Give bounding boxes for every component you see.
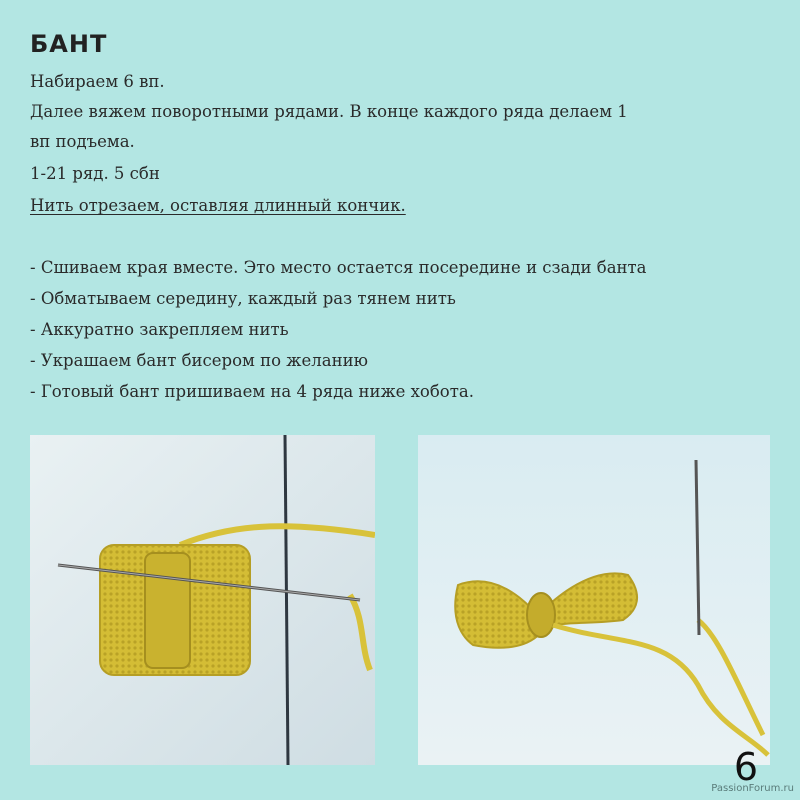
section-title: БАНТ [30, 30, 108, 58]
page-number: 6 [733, 745, 758, 789]
step-item-3: - Аккуратно закрепляем нить [30, 320, 289, 339]
instruction-line-5: Нить отрезаем, оставляя длинный кончик. [30, 196, 406, 215]
step-item-4: - Украшаем бант бисером по желанию [30, 351, 368, 370]
instruction-line-1: Набираем 6 вп. [30, 72, 165, 91]
instruction-line-2: Далее вяжем поворотными рядами. В конце каждого ряда делаем 1 [30, 102, 628, 121]
photo-finished-bow [418, 435, 770, 765]
instruction-line-3: вп подъема. [30, 132, 135, 151]
instruction-line-4: 1-21 ряд. 5 сбн [30, 164, 160, 183]
watermark: PassionForum.ru [711, 783, 794, 794]
step-item-5: - Готовый бант пришиваем на 4 ряда ниже хобота. [30, 382, 474, 401]
photo-sewing-edges [30, 435, 375, 765]
step-item-2: - Обматываем середину, каждый раз тянем нить [30, 289, 456, 308]
step-item-1: - Сшиваем края вместе. Это место остается посередине и сзади банта [30, 258, 647, 277]
